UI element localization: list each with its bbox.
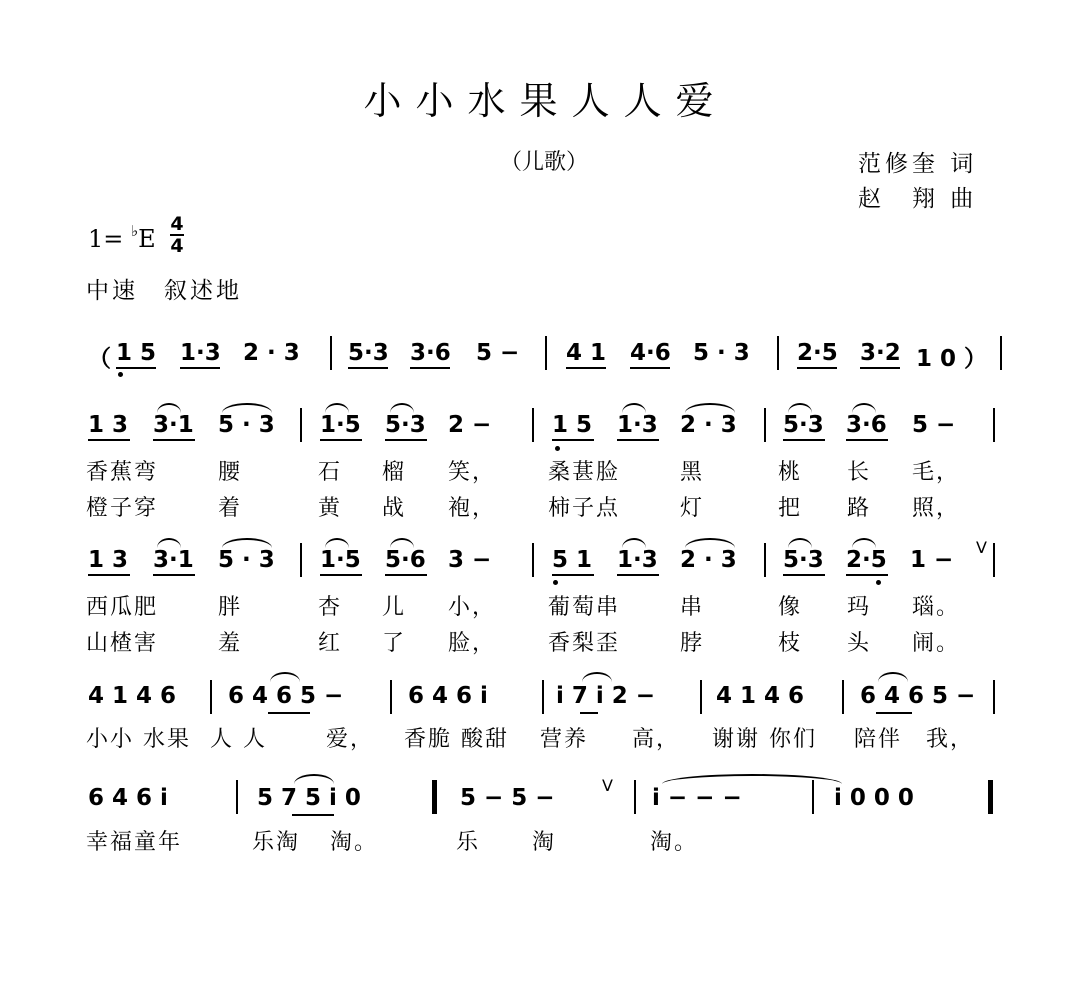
lyric: 红 (318, 631, 343, 656)
beam-underline (552, 439, 594, 441)
barline (993, 680, 995, 714)
slur (622, 403, 646, 413)
note-group: 5 − 5 − (460, 785, 555, 811)
lyric: 小， (448, 595, 497, 620)
lyric: 杏 (318, 595, 343, 620)
barline (812, 780, 814, 814)
note-group: 2·5 (797, 340, 838, 366)
lyric: 香蕉弯 (86, 460, 159, 485)
lyric: 淘 (532, 830, 557, 855)
barline (764, 543, 766, 577)
slur (270, 672, 300, 682)
lyric: 腰 (218, 460, 243, 485)
lyric: 西瓜肥 (86, 595, 159, 620)
note-group: 5 1 (552, 547, 593, 573)
lyric: 毛， (912, 460, 961, 485)
barline (993, 543, 995, 577)
slur (222, 538, 272, 548)
beam-underline (410, 367, 450, 369)
lyric: 我， (926, 727, 975, 752)
slur (788, 403, 812, 413)
lyric: 香脆 酸甜 (404, 727, 509, 752)
meter-top: 4 (170, 213, 184, 235)
note-group: 5 − (476, 340, 520, 366)
octave-dot (118, 372, 123, 377)
beam-underline (783, 574, 825, 576)
lyric: 笑， (448, 460, 497, 485)
slur (157, 403, 181, 413)
beam-underline (566, 367, 606, 369)
beam-underline (268, 712, 310, 714)
note-group: 3·6 (410, 340, 451, 366)
barline (300, 408, 302, 442)
note-group: 4 1 4 6 (88, 683, 177, 709)
lyric: 枝 (778, 631, 803, 656)
slur (852, 403, 876, 413)
tempo-marking: 中速 叙述地 (86, 278, 242, 304)
note-group: 5 7 5 i 0 (257, 785, 361, 811)
note-group: 1·5 (320, 547, 361, 573)
beam-underline (180, 367, 220, 369)
note-group: 5·3 (385, 412, 426, 438)
beam-underline (876, 712, 912, 714)
lyric: 把 (778, 496, 803, 521)
slur (157, 538, 181, 548)
slur (878, 672, 908, 682)
slur (852, 538, 876, 548)
slur (685, 538, 735, 548)
octave-dot (876, 580, 881, 585)
lyric: 榴 (382, 460, 407, 485)
note-group: i 7 i 2 − (556, 683, 656, 709)
lyric: 陪伴 (854, 727, 903, 752)
note-group: i − − − (652, 785, 742, 811)
note-group: 3·6 (846, 412, 887, 438)
note-group: 6 4 6 5 − (228, 683, 344, 709)
note-group: 1 3 (88, 547, 129, 573)
slur (662, 774, 842, 784)
genre-label: （儿歌） (500, 150, 589, 175)
note-group: 2 · 3 (243, 340, 300, 366)
lyric: 闹。 (912, 631, 961, 656)
note-group: 5 · 3 (218, 547, 275, 573)
beam-underline (783, 439, 825, 441)
barline (764, 408, 766, 442)
lyric: 石 (318, 460, 343, 485)
note-group: 3 − (448, 547, 492, 573)
key-note: E (138, 225, 156, 253)
beam-underline (153, 439, 195, 441)
note-group: 4 1 4 6 (716, 683, 805, 709)
lyric: 灯 (680, 496, 705, 521)
note-group: 5·3 (783, 547, 824, 573)
slur (294, 774, 334, 784)
note-group: 6 4 6 i (88, 785, 168, 811)
lyricist-credit: 范修奎 词 (858, 151, 978, 177)
note-group: 4·6 (630, 340, 671, 366)
note-group: 6 4 6 5 − (860, 683, 976, 709)
lyric: 人 人 (210, 727, 267, 752)
note-group: 2 − (448, 412, 492, 438)
lyric: 了 (382, 631, 407, 656)
beam-underline (860, 367, 900, 369)
beam-underline (116, 367, 156, 369)
barline (634, 780, 636, 814)
lyric: 淘。 (650, 830, 699, 855)
beam-underline (320, 574, 362, 576)
note-group: 3·1 (153, 412, 194, 438)
slur (788, 538, 812, 548)
lyric: 淘。 (330, 830, 379, 855)
note-group: （ (88, 346, 111, 372)
lyric: 头 (847, 631, 872, 656)
octave-dot (553, 580, 558, 585)
breath-mark: V (602, 776, 613, 795)
beam-underline (617, 439, 659, 441)
key-signature (88, 224, 156, 253)
beam-underline (580, 712, 598, 714)
beam-underline (630, 367, 670, 369)
beam-underline (153, 574, 195, 576)
composer-credit: 赵 翔 曲 (858, 186, 978, 212)
note-group: 1 5 (552, 412, 593, 438)
note-group: 1 5 (116, 340, 157, 366)
lyric: 胖 (218, 595, 243, 620)
lyric: 香梨歪 (548, 631, 621, 656)
lyric: 黑 (680, 460, 705, 485)
lyric: 谢谢 你们 (712, 727, 817, 752)
note-group: 3·2 (860, 340, 901, 366)
note-group: 2 · 3 (680, 547, 737, 573)
slur (325, 403, 349, 413)
lyric: 玛 (847, 595, 872, 620)
slur (222, 403, 272, 413)
lyric: 着 (218, 496, 243, 521)
lyric: 儿 (382, 595, 407, 620)
slur (582, 672, 612, 682)
barline (236, 780, 238, 814)
lyric: 幸福童年 (86, 830, 183, 855)
lyric: 乐 (456, 830, 481, 855)
note-group: 5 − (912, 412, 956, 438)
slur (390, 403, 414, 413)
note-group: 2·5 (846, 547, 887, 573)
beam-underline (846, 574, 888, 576)
lyric: 瑙。 (912, 595, 961, 620)
lyric: 长 (847, 460, 872, 485)
note-group: 6 4 6 i (408, 683, 488, 709)
beam-underline (292, 814, 334, 816)
note-group: 1 3 (88, 412, 129, 438)
barline (700, 680, 702, 714)
barline (545, 336, 547, 370)
barline (330, 336, 332, 370)
lyric: 营养 (540, 727, 589, 752)
slur (622, 538, 646, 548)
flat-sign: ♭ (131, 222, 139, 240)
lyric: 照， (912, 496, 961, 521)
note-group: 5·3 (783, 412, 824, 438)
beam-underline (88, 439, 130, 441)
lyric: 爱， (326, 727, 375, 752)
beam-underline (88, 574, 130, 576)
lyric: 羞 (218, 631, 243, 656)
time-signature (170, 214, 184, 256)
note-group: 1 − (910, 547, 954, 573)
lyric: 高， (632, 727, 681, 752)
barline (432, 780, 437, 814)
barline (842, 680, 844, 714)
beam-underline (846, 439, 888, 441)
slur (390, 538, 414, 548)
barline (988, 780, 993, 814)
note-group: 1 0 ） (916, 346, 988, 372)
barline (532, 408, 534, 442)
song-title: 小小水果人人爱 (363, 79, 728, 123)
lyric: 橙子穿 (86, 496, 159, 521)
octave-dot (555, 446, 560, 451)
note-group: 1·3 (617, 547, 658, 573)
note-group: 5·3 (348, 340, 389, 366)
note-group: i 0 0 0 (834, 785, 914, 811)
lyric: 串 (680, 595, 705, 620)
note-group: 5 · 3 (693, 340, 750, 366)
lyric: 脖 (680, 631, 705, 656)
beam-underline (617, 574, 659, 576)
meter-bottom: 4 (170, 235, 184, 257)
breath-mark: V (976, 538, 987, 557)
slur (685, 403, 735, 413)
barline (210, 680, 212, 714)
lyric: 路 (847, 496, 872, 521)
barline (390, 680, 392, 714)
beam-underline (348, 367, 388, 369)
beam-underline (797, 367, 837, 369)
lyric: 黄 (318, 496, 343, 521)
note-group: 1·3 (180, 340, 221, 366)
lyric: 柿子点 (548, 496, 621, 521)
beam-underline (320, 439, 362, 441)
note-group: 5·6 (385, 547, 426, 573)
lyric: 脸， (448, 631, 497, 656)
note-group: 2 · 3 (680, 412, 737, 438)
beam-underline (385, 439, 427, 441)
barline (532, 543, 534, 577)
lyric: 桑葚脸 (548, 460, 621, 485)
lyric: 葡萄串 (548, 595, 621, 620)
note-group: 4 1 (566, 340, 607, 366)
lyric: 像 (778, 595, 803, 620)
note-group: 3·1 (153, 547, 194, 573)
barline (777, 336, 779, 370)
beam-underline (385, 574, 427, 576)
note-group: 5 · 3 (218, 412, 275, 438)
lyric: 袍， (448, 496, 497, 521)
lyric: 山楂害 (86, 631, 159, 656)
note-group: 1·3 (617, 412, 658, 438)
slur (325, 538, 349, 548)
lyric: 小小 水果 (86, 727, 191, 752)
barline (542, 680, 544, 714)
barline (1000, 336, 1002, 370)
barline (993, 408, 995, 442)
lyric: 战 (382, 496, 407, 521)
barline (300, 543, 302, 577)
beam-underline (552, 574, 594, 576)
note-group: 1·5 (320, 412, 361, 438)
lyric: 乐淘 (252, 830, 301, 855)
key-prefix: 1= (88, 225, 124, 253)
lyric: 桃 (778, 460, 803, 485)
